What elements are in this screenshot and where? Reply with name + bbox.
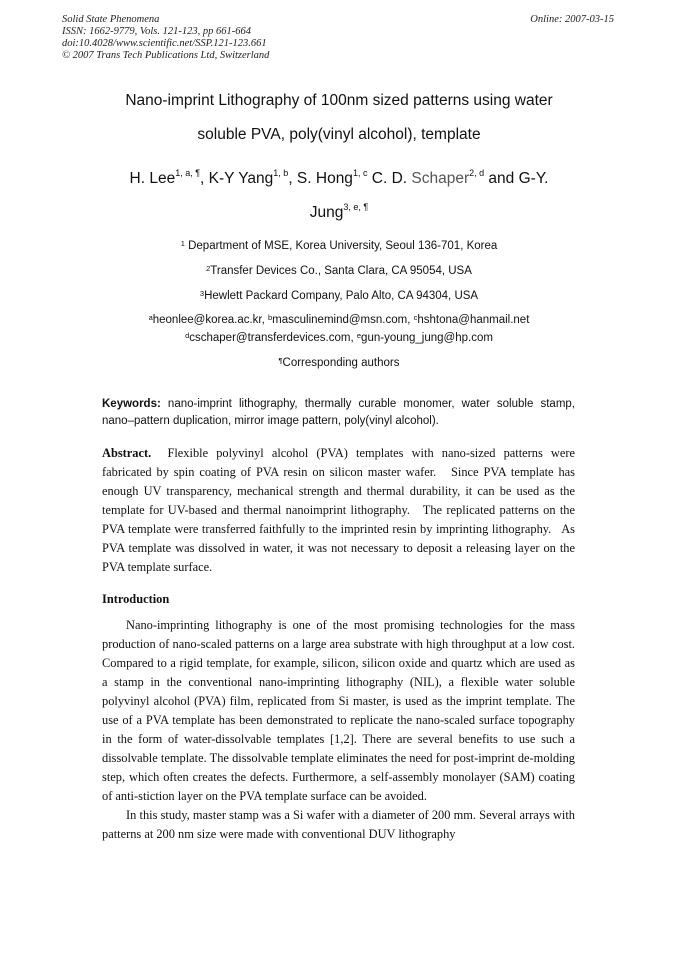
author-1-sup: 1, a, ¶ [175,168,201,178]
author-3: , S. Hong [288,170,353,187]
email-a-sup: a [148,313,153,322]
email-line-1 [60,314,618,326]
keywords-label: Keywords: [102,398,161,410]
email-c-sup: c [413,313,418,322]
email-e-sup: e [356,331,362,340]
author-2: , K-Y Yang [200,170,274,187]
author-4-prefix: C. D. [367,170,412,187]
affiliation-3-text: Hewlett Packard Company, Palo Alto, CA 94304, USA [204,290,479,302]
abstract [102,444,579,577]
introduction-paragraph-2: In this study, master stamp was a Si wafer with a diameter of 200 mm. Several arrays with patterns at 200 nm size were made with conventional DUV lithography [102,808,575,841]
author-1: H. Lee [129,170,176,187]
email-b-sup: b [268,313,273,322]
author-5-cont: Jung [309,204,344,221]
author-5: and G-Y. [484,170,549,187]
author-2-sup: 1, b [273,168,289,178]
affiliation-1-sup: 1 [180,239,185,248]
affiliation-2-text: Transfer Devices Co., Santa Clara, CA 95054, USA [210,265,472,277]
email-d: cschaper@transferdevices.com, [189,332,357,344]
affiliation-2 [60,265,618,277]
introduction-body [102,616,575,844]
journal-copyright: © 2007 Trans Tech Publications Ltd, Switzerland [62,50,270,61]
keywords-text: nano-imprint lithography, thermally curable monomer, water soluble stamp, nano–pattern duplication, mirror image pattern, poly(vinyl alcohol). [102,398,575,427]
abstract-label: Abstract. [102,446,152,460]
author-4-sup: 2, d [469,168,485,178]
introduction-paragraph-1: Nano-imprinting lithography is one of the most promising technologies for the mass production of nano-scaled patterns on a large area substrate with high throughput at a low cost. Compared to a rigid template, for example, silicon, silicon oxide and quartz which are used as a stamp in the conventional nano-imprinting lithography (NIL), a flexible water soluble polyvinyl alcohol (PVA) film, replicated from Si master, is used as the imprint template. The use of a PVA template has been demonstrated to replicate the nano-scaled surface topography in the form of water-dissolvable templates [1,2]. There are several benefits to use such a dissolvable template. The dissolvable template eliminates the need for post-imprint de-molding step, which often creates the defects. Furthermore, a self-assembly monolayer (SAM) coating of anti-stiction layer on the PVA template surface can be avoided. [102,618,575,803]
email-a: heonlee@korea.ac.kr, [152,314,268,326]
corresponding-sup: ¶ [278,356,283,365]
email-d-sup: d [185,331,190,340]
author-list-line2 [60,204,618,222]
author-list [60,170,618,188]
email-e: gun-young_jung@hp.com [361,332,493,344]
email-line-2 [60,332,618,344]
introduction-heading: Introduction [102,592,170,606]
corresponding-authors [60,357,618,369]
affiliation-2-sup: 2 [206,264,211,273]
journal-name: Solid State Phenomena [62,14,160,25]
online-date: Online: 2007-03-15 [530,14,614,25]
abstract-text: Flexible polyvinyl alcohol (PVA) templates with nano-sized patterns were fabricated by spin coating of PVA resin on silicon master wafer. Since PVA template has enough UV transparency, mechanical strength and thermal durability, it can be used as the template for UV-based and thermal nanoimprint lithography. The replicated patterns on the PVA template were transferred faithfully to the imprinted resin by imprinting lithography. As PVA template was dissolved in water, it was not necessary to deposit a releasing layer on the PVA template surface. [102,446,579,574]
email-b: masculinemind@msn.com, [272,314,414,326]
paper-title-line2: soluble PVA, poly(vinyl alcohol), template [197,126,481,143]
journal-issn: ISSN: 1662-9779, Vols. 121-123, pp 661-664 [62,26,251,37]
affiliation-1-text: Department of MSE, Korea University, Seoul 136-701, Korea [184,240,498,252]
affiliation-1 [60,240,618,252]
author-5-sup: 3, e, ¶ [343,202,369,212]
affiliation-3 [60,290,618,302]
paper-title-line1: Nano-imprint Lithography of 100nm sized patterns using water [125,92,553,109]
email-c: hshtona@hanmail.net [417,314,530,326]
keywords [102,396,575,430]
affiliation-3-sup: 3 [199,289,205,298]
corresponding-text: Corresponding authors [282,357,400,369]
author-3-sup: 1, c [352,168,368,178]
author-4: Schaper [411,170,470,187]
journal-doi: doi:10.4028/www.scientific.net/SSP.121-123.661 [62,38,267,49]
journal-header [62,14,614,62]
